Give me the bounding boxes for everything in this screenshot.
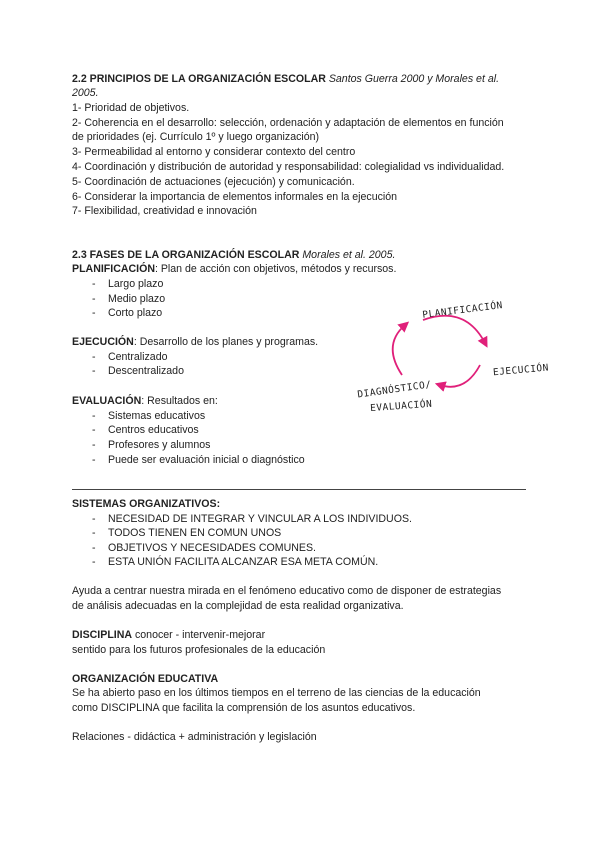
list-dash: - xyxy=(92,410,96,422)
list-item: TODOS TIENEN EN COMUN UNOS xyxy=(108,527,282,539)
list-item: NECESIDAD DE INTEGRAR Y VINCULAR A LOS INDIVIDUOS. xyxy=(108,513,412,525)
diagram-label-evaluacion: EVALUACIÓN xyxy=(369,398,433,415)
list-dash: - xyxy=(92,293,96,305)
list-dash: - xyxy=(92,556,96,568)
relaciones-line: Relaciones - didáctica + administración y legislación xyxy=(72,731,317,743)
phase-cycle-diagram xyxy=(340,285,565,415)
diagram-label-planificacion: PLANIFICACIÓN xyxy=(421,300,504,321)
section-divider xyxy=(72,489,526,490)
principle-3: 3- Permeabilidad al entorno y considerar contexto del centro xyxy=(72,146,356,158)
list-dash: - xyxy=(92,439,96,451)
org-educativa-line-2: como DISCIPLINA que facilita la comprensión de los asuntos educativos. xyxy=(72,702,416,714)
ejecucion-line xyxy=(72,335,318,349)
disciplina-label: DISCIPLINA xyxy=(72,629,133,641)
sistemas-paragraph-line-2: de análisis adecuadas en la complejidad de esta realidad organizativa. xyxy=(72,600,404,612)
ejecucion-desc: : Desarrollo de los planes y programas. xyxy=(133,336,319,348)
section-2-2-title: 2.2 PRINCIPIOS DE LA ORGANIZACIÓN ESCOLAR xyxy=(72,73,326,85)
org-educativa-title: ORGANIZACIÓN EDUCATIVA xyxy=(72,673,219,685)
list-dash: - xyxy=(92,513,96,525)
list-item: Puede ser evaluación inicial o diagnóstico xyxy=(108,454,305,466)
disciplina-rest: conocer - intervenir-mejorar xyxy=(132,629,266,641)
principle-1: 1- Prioridad de objetivos. xyxy=(72,102,190,114)
ejecucion-label: EJECUCIÓN xyxy=(72,336,134,348)
list-dash: - xyxy=(92,542,96,554)
list-dash: - xyxy=(92,365,96,377)
planificacion-desc: : Plan de acción con objetivos, métodos y recursos. xyxy=(154,263,397,275)
arrow-ejecucion-to-evaluacion xyxy=(440,365,480,387)
disciplina-line-2: sentido para los futuros profesionales de la educación xyxy=(72,644,326,656)
principle-2-cont: de prioridades (ej. Currículo 1º y luego organización) xyxy=(72,131,320,143)
planificacion-line xyxy=(72,262,396,276)
list-item: Corto plazo xyxy=(108,307,163,319)
list-item: Sistemas educativos xyxy=(108,410,206,422)
list-item: ESTA UNIÓN FACILITA ALCANZAR ESA META COMÚN. xyxy=(108,556,379,568)
list-dash: - xyxy=(92,527,96,539)
section-2-3-source: Morales et al. 2005. xyxy=(302,249,396,261)
sistemas-paragraph-line-1: Ayuda a centrar nuestra mirada en el fenómeno educativo como de disponer de estrategias xyxy=(72,585,502,597)
diagram-label-ejecucion: EJECUCIÓN xyxy=(492,362,550,379)
principle-6: 6- Considerar la importancia de elementos informales en la ejecución xyxy=(72,191,398,203)
list-item: Profesores y alumnos xyxy=(108,439,211,451)
list-dash: - xyxy=(92,278,96,290)
disciplina-line xyxy=(72,628,265,642)
list-item: Descentralizado xyxy=(108,365,184,377)
section-2-3-heading xyxy=(72,248,395,262)
list-dash: - xyxy=(92,351,96,363)
list-item: Largo plazo xyxy=(108,278,164,290)
list-item: Centros educativos xyxy=(108,424,199,436)
arrow-evaluacion-to-planificacion xyxy=(393,325,405,375)
list-item: OBJETIVOS Y NECESIDADES COMUNES. xyxy=(108,542,317,554)
arrow-planificacion-to-ejecucion xyxy=(423,316,485,343)
section-2-2-source: Santos Guerra 2000 y Morales et al. xyxy=(328,73,500,85)
principle-4: 4- Coordinación y distribución de autoridad y responsabilidad: colegialidad vs individualidad. xyxy=(72,161,505,173)
org-educativa-line-1: Se ha abierto paso en los últimos tiempos en el terreno de las ciencias de la educación xyxy=(72,687,481,699)
list-item: Centralizado xyxy=(108,351,168,363)
principle-2: 2- Coherencia en el desarrollo: selección, ordenación y adaptación de elementos en función xyxy=(72,117,504,129)
list-item: Medio plazo xyxy=(108,293,166,305)
list-dash: - xyxy=(92,307,96,319)
diagram-label-diagnostico: DIAGNÓSTICO/ xyxy=(356,379,433,401)
planificacion-label: PLANIFICACIÓN xyxy=(72,263,155,275)
sistemas-title: SISTEMAS ORGANIZATIVOS: xyxy=(72,498,221,510)
section-2-3-title: 2.3 FASES DE LA ORGANIZACIÓN ESCOLAR xyxy=(72,249,300,261)
section-2-2-source-year: 2005. xyxy=(72,87,99,99)
list-dash: - xyxy=(92,424,96,436)
evaluacion-line xyxy=(72,394,218,408)
evaluacion-label: EVALUACIÓN xyxy=(72,395,142,407)
list-dash: - xyxy=(92,454,96,466)
principle-7: 7- Flexibilidad, creatividad e innovación xyxy=(72,205,257,217)
evaluacion-desc: : Resultados en: xyxy=(141,395,218,407)
section-2-2-heading xyxy=(72,72,499,86)
principle-5: 5- Coordinación de actuaciones (ejecución) y comunicación. xyxy=(72,176,355,188)
